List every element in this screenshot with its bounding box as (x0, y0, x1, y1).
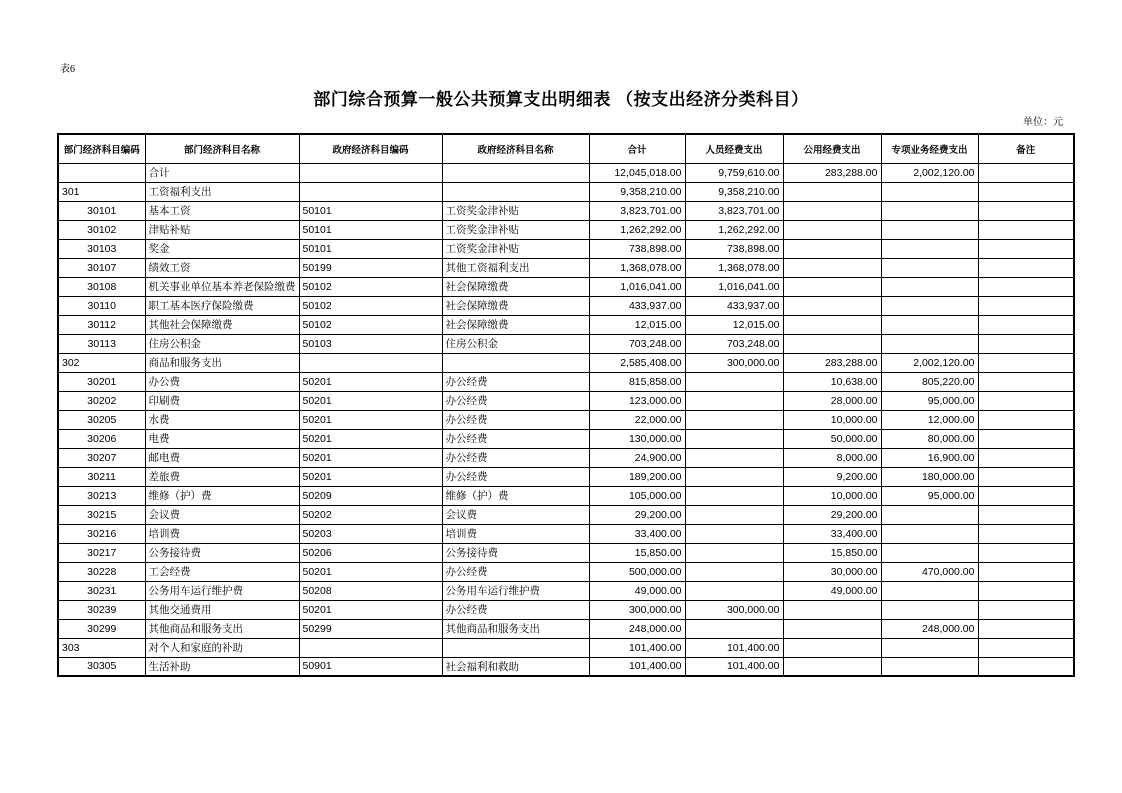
cell-total: 15,850.00 (589, 543, 685, 562)
cell-gov-code: 50201 (299, 562, 442, 581)
cell-special (881, 543, 978, 562)
cell-public (783, 638, 881, 657)
cell-special: 95,000.00 (881, 391, 978, 410)
cell-dept-code: 30211 (58, 467, 145, 486)
cell-total: 22,000.00 (589, 410, 685, 429)
col-header-public: 公用经费支出 (783, 134, 881, 163)
cell-special: 180,000.00 (881, 467, 978, 486)
cell-gov-code: 50201 (299, 391, 442, 410)
cell-dept-code: 30207 (58, 448, 145, 467)
cell-public (783, 334, 881, 353)
budget-table (57, 133, 1075, 677)
cell-special (881, 581, 978, 600)
cell-gov-code: 50102 (299, 315, 442, 334)
cell-dept-code: 30239 (58, 600, 145, 619)
cell-gov-name: 社会保障缴费 (442, 277, 589, 296)
cell-gov-name: 社会福利和救助 (442, 657, 589, 676)
cell-remark (978, 562, 1074, 581)
table-row (58, 163, 1074, 182)
table-row (58, 334, 1074, 353)
cell-special (881, 600, 978, 619)
cell-gov-code: 50201 (299, 372, 442, 391)
cell-public: 33,400.00 (783, 524, 881, 543)
cell-remark (978, 277, 1074, 296)
cell-personnel (685, 448, 783, 467)
table-row (58, 372, 1074, 391)
cell-dept-name: 会议费 (145, 505, 299, 524)
cell-dept-code: 30206 (58, 429, 145, 448)
cell-dept-name: 商品和服务支出 (145, 353, 299, 372)
cell-gov-name: 培训费 (442, 524, 589, 543)
cell-gov-name: 办公经费 (442, 372, 589, 391)
cell-public: 8,000.00 (783, 448, 881, 467)
cell-special (881, 505, 978, 524)
cell-public (783, 296, 881, 315)
cell-remark (978, 657, 1074, 676)
cell-total: 24,900.00 (589, 448, 685, 467)
cell-gov-code: 50201 (299, 448, 442, 467)
cell-total: 3,823,701.00 (589, 201, 685, 220)
cell-remark (978, 353, 1074, 372)
cell-dept-code: 30217 (58, 543, 145, 562)
cell-dept-name: 津贴补贴 (145, 220, 299, 239)
col-header-total: 合计 (589, 134, 685, 163)
cell-personnel (685, 391, 783, 410)
cell-gov-name: 办公经费 (442, 467, 589, 486)
cell-dept-code: 30107 (58, 258, 145, 277)
cell-dept-name: 其他商品和服务支出 (145, 619, 299, 638)
cell-dept-name: 印刷费 (145, 391, 299, 410)
cell-personnel (685, 524, 783, 543)
table-row (58, 524, 1074, 543)
cell-dept-name: 其他社会保障缴费 (145, 315, 299, 334)
cell-personnel (685, 486, 783, 505)
cell-dept-code: 30305 (58, 657, 145, 676)
table-row (58, 505, 1074, 524)
cell-gov-name: 办公经费 (442, 600, 589, 619)
cell-public: 9,200.00 (783, 467, 881, 486)
cell-gov-code: 50201 (299, 467, 442, 486)
table-row (58, 410, 1074, 429)
cell-dept-name: 邮电费 (145, 448, 299, 467)
cell-personnel: 101,400.00 (685, 638, 783, 657)
cell-personnel (685, 410, 783, 429)
cell-remark (978, 201, 1074, 220)
table-row (58, 353, 1074, 372)
cell-public (783, 600, 881, 619)
cell-personnel (685, 372, 783, 391)
cell-special (881, 296, 978, 315)
cell-special (881, 277, 978, 296)
cell-public (783, 258, 881, 277)
cell-public: 15,850.00 (783, 543, 881, 562)
cell-gov-name: 办公经费 (442, 562, 589, 581)
cell-dept-code: 30113 (58, 334, 145, 353)
cell-remark (978, 486, 1074, 505)
cell-gov-name: 工资奖金津补贴 (442, 239, 589, 258)
cell-special (881, 182, 978, 201)
cell-public: 50,000.00 (783, 429, 881, 448)
cell-dept-name: 工会经费 (145, 562, 299, 581)
table-row (58, 296, 1074, 315)
col-header-dept-name: 部门经济科目名称 (145, 134, 299, 163)
cell-personnel: 3,823,701.00 (685, 201, 783, 220)
cell-dept-name: 办公费 (145, 372, 299, 391)
cell-public (783, 277, 881, 296)
cell-personnel (685, 543, 783, 562)
cell-remark (978, 334, 1074, 353)
cell-remark (978, 296, 1074, 315)
cell-public (783, 657, 881, 676)
cell-gov-name: 工资奖金津补贴 (442, 220, 589, 239)
cell-dept-code: 30110 (58, 296, 145, 315)
cell-gov-code: 50201 (299, 410, 442, 429)
cell-special: 2,002,120.00 (881, 353, 978, 372)
cell-personnel: 300,000.00 (685, 600, 783, 619)
cell-remark (978, 258, 1074, 277)
cell-total: 123,000.00 (589, 391, 685, 410)
cell-total: 300,000.00 (589, 600, 685, 619)
cell-gov-code: 50102 (299, 296, 442, 315)
cell-remark (978, 163, 1074, 182)
cell-gov-name: 办公经费 (442, 448, 589, 467)
cell-special (881, 638, 978, 657)
cell-total: 130,000.00 (589, 429, 685, 448)
cell-gov-name: 维修（护）费 (442, 486, 589, 505)
cell-remark (978, 391, 1074, 410)
cell-dept-name: 电费 (145, 429, 299, 448)
cell-dept-name: 差旅费 (145, 467, 299, 486)
cell-gov-code: 50202 (299, 505, 442, 524)
cell-gov-name: 会议费 (442, 505, 589, 524)
cell-gov-code: 50199 (299, 258, 442, 277)
table-row (58, 391, 1074, 410)
cell-gov-name: 工资奖金津补贴 (442, 201, 589, 220)
cell-personnel (685, 562, 783, 581)
cell-dept-code: 30215 (58, 505, 145, 524)
table-row (58, 486, 1074, 505)
cell-remark (978, 239, 1074, 258)
cell-public: 29,200.00 (783, 505, 881, 524)
cell-personnel: 9,358,210.00 (685, 182, 783, 201)
cell-remark (978, 581, 1074, 600)
cell-special (881, 239, 978, 258)
cell-gov-code: 50101 (299, 239, 442, 258)
table-row (58, 619, 1074, 638)
cell-total: 1,016,041.00 (589, 277, 685, 296)
cell-public: 283,288.00 (783, 163, 881, 182)
cell-remark (978, 638, 1074, 657)
cell-gov-code: 50209 (299, 486, 442, 505)
cell-gov-code: 50103 (299, 334, 442, 353)
cell-special (881, 201, 978, 220)
cell-dept-name: 其他交通费用 (145, 600, 299, 619)
table-row (58, 220, 1074, 239)
cell-special (881, 524, 978, 543)
cell-special: 2,002,120.00 (881, 163, 978, 182)
cell-public (783, 619, 881, 638)
table-row (58, 239, 1074, 258)
cell-gov-code: 50206 (299, 543, 442, 562)
cell-dept-code: 30112 (58, 315, 145, 334)
cell-special (881, 220, 978, 239)
cell-dept-name: 公务接待费 (145, 543, 299, 562)
cell-public: 283,288.00 (783, 353, 881, 372)
cell-gov-code: 50201 (299, 429, 442, 448)
cell-total: 2,585,408.00 (589, 353, 685, 372)
table-row (58, 638, 1074, 657)
cell-gov-code (299, 163, 442, 182)
cell-gov-name: 住房公积金 (442, 334, 589, 353)
cell-gov-name: 社会保障缴费 (442, 315, 589, 334)
cell-personnel (685, 467, 783, 486)
cell-gov-code (299, 182, 442, 201)
cell-dept-name: 对个人和家庭的补助 (145, 638, 299, 657)
col-header-personnel: 人员经费支出 (685, 134, 783, 163)
table-row (58, 201, 1074, 220)
cell-special (881, 258, 978, 277)
cell-dept-code: 30231 (58, 581, 145, 600)
cell-total: 9,358,210.00 (589, 182, 685, 201)
cell-public (783, 182, 881, 201)
cell-remark (978, 410, 1074, 429)
cell-gov-name (442, 353, 589, 372)
cell-public (783, 315, 881, 334)
cell-special: 248,000.00 (881, 619, 978, 638)
cell-gov-code (299, 638, 442, 657)
unit-label: 单位：元 (1023, 117, 1063, 128)
table-row (58, 600, 1074, 619)
cell-remark (978, 429, 1074, 448)
sheet-label: 表6 (60, 64, 75, 75)
cell-total: 433,937.00 (589, 296, 685, 315)
cell-remark (978, 619, 1074, 638)
cell-total: 12,045,018.00 (589, 163, 685, 182)
table-row (58, 258, 1074, 277)
cell-special (881, 657, 978, 676)
cell-total: 101,400.00 (589, 638, 685, 657)
cell-dept-code: 301 (58, 182, 145, 201)
cell-public: 10,000.00 (783, 410, 881, 429)
cell-gov-code: 50901 (299, 657, 442, 676)
cell-gov-name: 公务用车运行维护费 (442, 581, 589, 600)
table-row (58, 657, 1074, 676)
cell-dept-code: 30101 (58, 201, 145, 220)
cell-dept-name: 职工基本医疗保险缴费 (145, 296, 299, 315)
cell-personnel: 703,248.00 (685, 334, 783, 353)
cell-personnel: 101,400.00 (685, 657, 783, 676)
cell-dept-name: 水费 (145, 410, 299, 429)
cell-remark (978, 505, 1074, 524)
col-header-remark: 备注 (978, 134, 1074, 163)
cell-dept-name: 培训费 (145, 524, 299, 543)
cell-personnel: 9,759,610.00 (685, 163, 783, 182)
cell-remark (978, 543, 1074, 562)
col-header-gov-code: 政府经济科目编码 (299, 134, 442, 163)
table-row (58, 182, 1074, 201)
table-header-row (58, 134, 1074, 163)
cell-personnel: 1,368,078.00 (685, 258, 783, 277)
cell-dept-code (58, 163, 145, 182)
cell-total: 500,000.00 (589, 562, 685, 581)
cell-special (881, 334, 978, 353)
table-row (58, 448, 1074, 467)
cell-personnel: 738,898.00 (685, 239, 783, 258)
cell-dept-code: 30103 (58, 239, 145, 258)
cell-remark (978, 182, 1074, 201)
cell-public: 28,000.00 (783, 391, 881, 410)
table-row (58, 581, 1074, 600)
cell-total: 12,015.00 (589, 315, 685, 334)
cell-remark (978, 467, 1074, 486)
cell-gov-name: 办公经费 (442, 391, 589, 410)
cell-special: 16,900.00 (881, 448, 978, 467)
cell-gov-code (299, 353, 442, 372)
cell-public: 49,000.00 (783, 581, 881, 600)
cell-total: 105,000.00 (589, 486, 685, 505)
cell-dept-code: 30201 (58, 372, 145, 391)
col-header-special: 专项业务经费支出 (881, 134, 978, 163)
cell-remark (978, 448, 1074, 467)
cell-total: 248,000.00 (589, 619, 685, 638)
cell-total: 1,368,078.00 (589, 258, 685, 277)
cell-dept-code: 30102 (58, 220, 145, 239)
cell-gov-name: 其他商品和服务支出 (442, 619, 589, 638)
cell-dept-code: 30202 (58, 391, 145, 410)
cell-gov-code: 50208 (299, 581, 442, 600)
cell-total: 738,898.00 (589, 239, 685, 258)
cell-public: 10,000.00 (783, 486, 881, 505)
cell-personnel (685, 505, 783, 524)
cell-personnel (685, 581, 783, 600)
cell-total: 33,400.00 (589, 524, 685, 543)
cell-total: 1,262,292.00 (589, 220, 685, 239)
cell-dept-name: 机关事业单位基本养老保险缴费 (145, 277, 299, 296)
cell-dept-name: 维修（护）费 (145, 486, 299, 505)
table-row (58, 277, 1074, 296)
cell-total: 29,200.00 (589, 505, 685, 524)
cell-dept-code: 303 (58, 638, 145, 657)
table-row (58, 543, 1074, 562)
cell-dept-code: 30108 (58, 277, 145, 296)
cell-gov-code: 50102 (299, 277, 442, 296)
cell-special: 12,000.00 (881, 410, 978, 429)
cell-dept-name: 合计 (145, 163, 299, 182)
cell-remark (978, 220, 1074, 239)
cell-public (783, 239, 881, 258)
cell-public (783, 220, 881, 239)
cell-dept-name: 生活补助 (145, 657, 299, 676)
cell-gov-name: 社会保障缴费 (442, 296, 589, 315)
cell-special: 470,000.00 (881, 562, 978, 581)
cell-gov-name: 办公经费 (442, 410, 589, 429)
cell-personnel (685, 619, 783, 638)
cell-total: 189,200.00 (589, 467, 685, 486)
cell-public: 10,638.00 (783, 372, 881, 391)
cell-special (881, 315, 978, 334)
cell-gov-code: 50101 (299, 220, 442, 239)
cell-dept-name: 基本工资 (145, 201, 299, 220)
cell-dept-code: 30228 (58, 562, 145, 581)
cell-gov-name: 办公经费 (442, 429, 589, 448)
cell-dept-name: 绩效工资 (145, 258, 299, 277)
cell-remark (978, 372, 1074, 391)
cell-dept-name: 工资福利支出 (145, 182, 299, 201)
cell-personnel: 1,016,041.00 (685, 277, 783, 296)
cell-dept-code: 30216 (58, 524, 145, 543)
cell-total: 49,000.00 (589, 581, 685, 600)
cell-public: 30,000.00 (783, 562, 881, 581)
cell-remark (978, 524, 1074, 543)
table-row (58, 315, 1074, 334)
page-title: 部门综合预算一般公共预算支出明细表 （按支出经济分类科目） (313, 90, 809, 109)
cell-dept-code: 30299 (58, 619, 145, 638)
cell-public (783, 201, 881, 220)
cell-dept-name: 住房公积金 (145, 334, 299, 353)
cell-personnel: 433,937.00 (685, 296, 783, 315)
table-row (58, 562, 1074, 581)
cell-personnel: 300,000.00 (685, 353, 783, 372)
cell-gov-name: 公务接待费 (442, 543, 589, 562)
cell-total: 815,858.00 (589, 372, 685, 391)
cell-special: 805,220.00 (881, 372, 978, 391)
cell-total: 703,248.00 (589, 334, 685, 353)
table-row (58, 429, 1074, 448)
cell-total: 101,400.00 (589, 657, 685, 676)
cell-gov-name (442, 182, 589, 201)
cell-remark (978, 315, 1074, 334)
cell-gov-name (442, 163, 589, 182)
cell-dept-name: 公务用车运行维护费 (145, 581, 299, 600)
cell-personnel: 1,262,292.00 (685, 220, 783, 239)
cell-dept-name: 奖金 (145, 239, 299, 258)
cell-gov-code: 50101 (299, 201, 442, 220)
cell-remark (978, 600, 1074, 619)
cell-personnel (685, 429, 783, 448)
cell-gov-code: 50203 (299, 524, 442, 543)
cell-gov-code: 50201 (299, 600, 442, 619)
cell-dept-code: 30205 (58, 410, 145, 429)
cell-gov-code: 50299 (299, 619, 442, 638)
cell-dept-code: 30213 (58, 486, 145, 505)
cell-special: 95,000.00 (881, 486, 978, 505)
cell-gov-name (442, 638, 589, 657)
table-row (58, 467, 1074, 486)
cell-personnel: 12,015.00 (685, 315, 783, 334)
col-header-dept-code: 部门经济科目编码 (58, 134, 145, 163)
cell-special: 80,000.00 (881, 429, 978, 448)
cell-gov-name: 其他工资福利支出 (442, 258, 589, 277)
cell-dept-code: 302 (58, 353, 145, 372)
col-header-gov-name: 政府经济科目名称 (442, 134, 589, 163)
